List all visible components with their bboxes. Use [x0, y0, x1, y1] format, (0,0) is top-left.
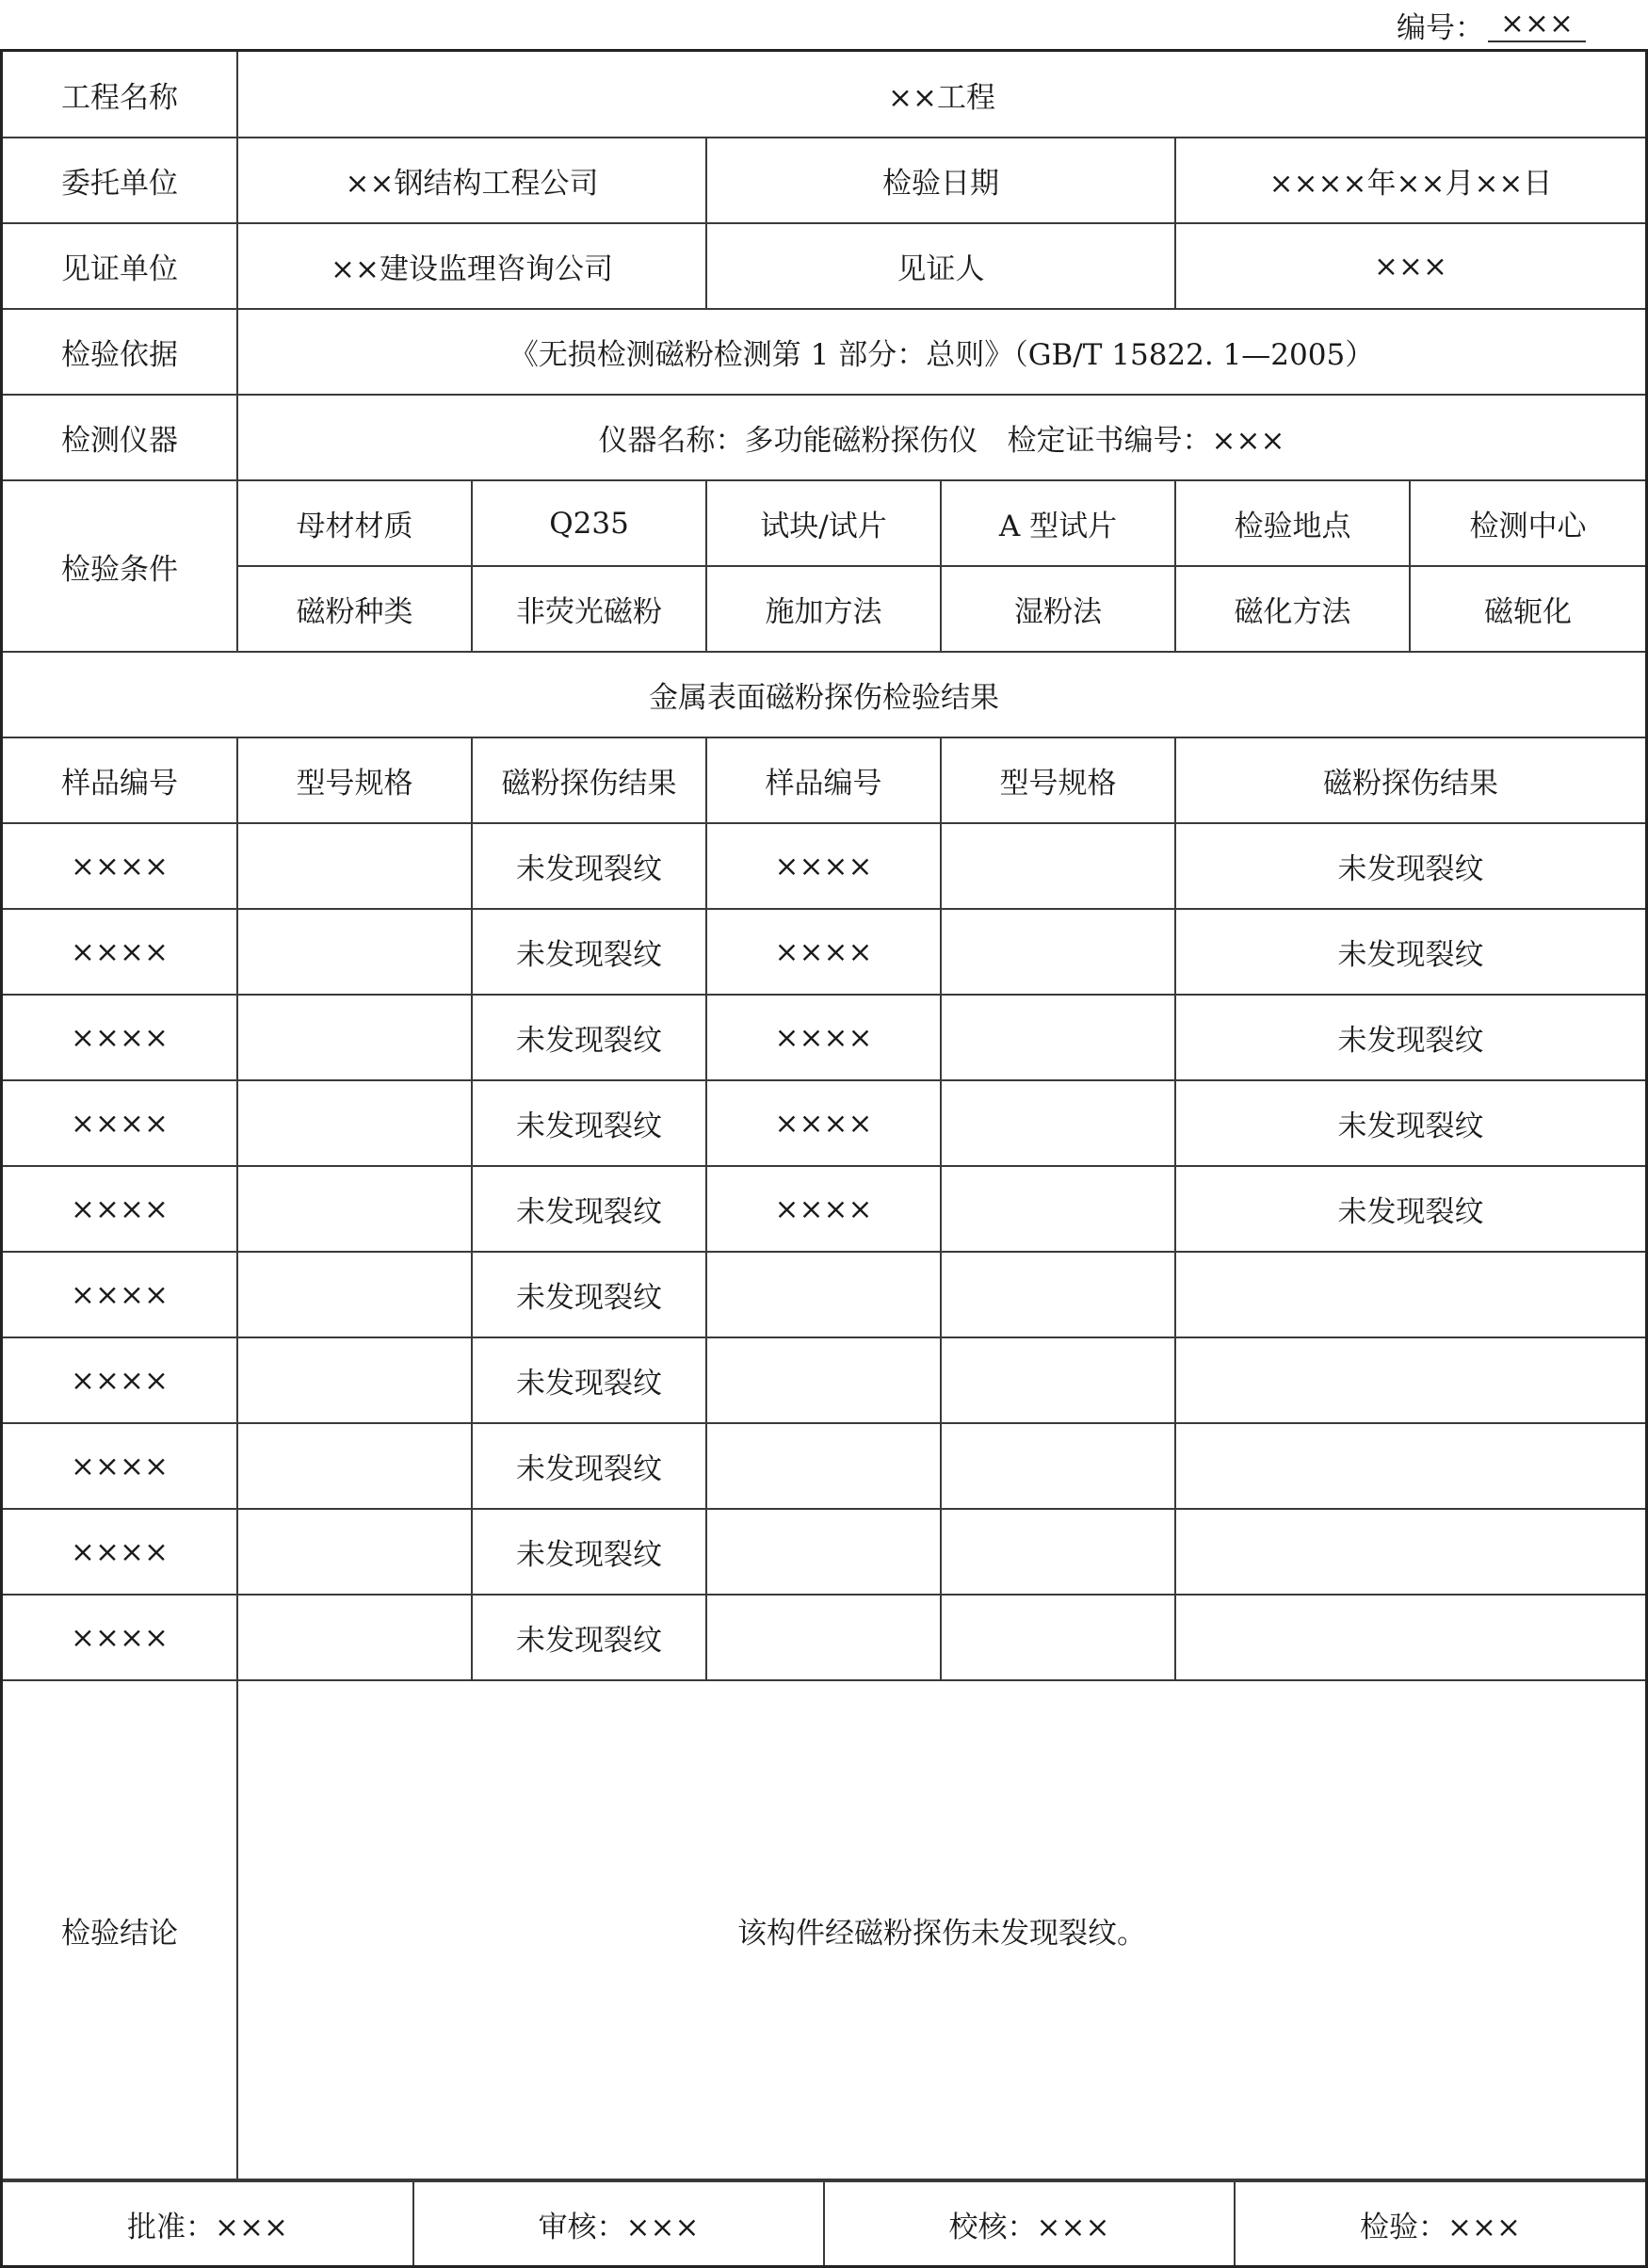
table-row	[3, 1080, 1645, 1166]
model-spec	[941, 995, 1175, 1080]
row-project	[3, 52, 1645, 138]
instrument-label: 检测仪器	[3, 395, 237, 480]
model-spec	[237, 1337, 472, 1423]
header-sample-no: 样品编号	[706, 737, 941, 823]
sample-no	[706, 1337, 941, 1423]
sample-no	[706, 1509, 941, 1595]
signature-check: 校核：×××	[824, 2181, 1235, 2265]
signature-review: 审核：×××	[413, 2181, 824, 2265]
conditions-label: 检验条件	[3, 480, 237, 652]
client-label: 委托单位	[3, 138, 237, 223]
model-spec	[941, 1080, 1175, 1166]
sample-no: ××××	[706, 995, 941, 1080]
model-spec	[237, 995, 472, 1080]
project-label: 工程名称	[3, 52, 237, 138]
inspection-report-form	[0, 49, 1648, 2268]
result: 未发现裂纹	[472, 995, 706, 1080]
witness-person-label: 见证人	[706, 223, 1175, 309]
sample-no: ××××	[3, 995, 237, 1080]
sample-no: ××××	[3, 1166, 237, 1252]
result: 未发现裂纹	[472, 1423, 706, 1509]
sample-no: ××××	[3, 1509, 237, 1595]
sample-no	[706, 1595, 941, 1680]
instrument-value: 仪器名称：多功能磁粉探伤仪 检定证书编号：×××	[237, 395, 1645, 480]
sample-no: ××××	[706, 1080, 941, 1166]
model-spec	[237, 1080, 472, 1166]
result: 未发现裂纹	[472, 1166, 706, 1252]
result: 未发现裂纹	[1175, 1166, 1645, 1252]
basis-value: 《无损检测磁粉检测第 1 部分：总则》（GB/T 15822. 1—2005）	[237, 309, 1645, 395]
condition-cell: 湿粉法	[941, 566, 1175, 652]
table-row	[3, 1509, 1645, 1595]
header-result: 磁粉探伤结果	[1175, 737, 1645, 823]
sample-no: ××××	[3, 1595, 237, 1680]
model-spec	[941, 1423, 1175, 1509]
result: 未发现裂纹	[472, 1595, 706, 1680]
sample-no: ××××	[3, 1337, 237, 1423]
result: 未发现裂纹	[472, 1509, 706, 1595]
client-value: ××钢结构工程公司	[237, 138, 706, 223]
header-model-spec: 型号规格	[941, 737, 1175, 823]
sample-no: ××××	[3, 909, 237, 995]
table-row	[3, 909, 1645, 995]
result: 未发现裂纹	[1175, 909, 1645, 995]
model-spec	[237, 823, 472, 909]
sample-no: ××××	[706, 909, 941, 995]
serial-value: ×××	[1488, 7, 1586, 42]
result	[1175, 1595, 1645, 1680]
witness-person-value: ×××	[1175, 223, 1645, 309]
table-row	[3, 1595, 1645, 1680]
witness-value: ××建设监理咨询公司	[237, 223, 706, 309]
table-row	[3, 995, 1645, 1080]
result: 未发现裂纹	[1175, 823, 1645, 909]
header-result: 磁粉探伤结果	[472, 737, 706, 823]
sample-no: ××××	[3, 1080, 237, 1166]
result: 未发现裂纹	[472, 1337, 706, 1423]
result	[1175, 1252, 1645, 1337]
row-conditions-2	[3, 566, 1645, 652]
header-model-spec: 型号规格	[237, 737, 472, 823]
serial-number	[1397, 0, 1586, 49]
row-client	[3, 138, 1645, 223]
row-results-title	[3, 652, 1645, 737]
sample-no: ××××	[706, 823, 941, 909]
results-header-row	[3, 737, 1645, 823]
sample-no: ××××	[706, 1166, 941, 1252]
table-row	[3, 1252, 1645, 1337]
model-spec	[941, 909, 1175, 995]
result: 未发现裂纹	[472, 1080, 706, 1166]
result	[1175, 1337, 1645, 1423]
header-sample-no: 样品编号	[3, 737, 237, 823]
conclusion-label: 检验结论	[3, 1680, 237, 2179]
report-table	[3, 52, 1645, 2180]
model-spec	[237, 909, 472, 995]
model-spec	[237, 1252, 472, 1337]
condition-cell: 磁化方法	[1175, 566, 1410, 652]
results-title: 金属表面磁粉探伤检验结果	[3, 652, 1645, 737]
sample-no	[706, 1252, 941, 1337]
row-basis	[3, 309, 1645, 395]
row-witness	[3, 223, 1645, 309]
model-spec	[237, 1595, 472, 1680]
signature-row	[3, 2180, 1645, 2265]
condition-cell: 检测中心	[1410, 480, 1645, 566]
result	[1175, 1509, 1645, 1595]
sample-no: ××××	[3, 1423, 237, 1509]
condition-cell: 检验地点	[1175, 480, 1410, 566]
condition-cell: Q235	[472, 480, 706, 566]
result: 未发现裂纹	[472, 823, 706, 909]
condition-cell: 母材材质	[237, 480, 472, 566]
signature-approve: 批准：×××	[3, 2181, 413, 2265]
date-value: ××××年××月××日	[1175, 138, 1645, 223]
date-label: 检验日期	[706, 138, 1175, 223]
table-row	[3, 1423, 1645, 1509]
model-spec	[941, 1509, 1175, 1595]
signature-inspect: 检验：×××	[1235, 2181, 1645, 2265]
table-row	[3, 823, 1645, 909]
model-spec	[941, 1595, 1175, 1680]
result: 未发现裂纹	[1175, 1080, 1645, 1166]
condition-cell: 非荧光磁粉	[472, 566, 706, 652]
condition-cell: A 型试片	[941, 480, 1175, 566]
model-spec	[941, 1166, 1175, 1252]
table-row	[3, 1337, 1645, 1423]
sample-no	[706, 1423, 941, 1509]
row-conclusion	[3, 1680, 1645, 2179]
model-spec	[941, 823, 1175, 909]
model-spec	[237, 1166, 472, 1252]
witness-label: 见证单位	[3, 223, 237, 309]
table-row	[3, 1166, 1645, 1252]
serial-label: 编号：	[1397, 10, 1484, 45]
result	[1175, 1423, 1645, 1509]
condition-cell: 试块/试片	[706, 480, 941, 566]
model-spec	[237, 1509, 472, 1595]
model-spec	[941, 1252, 1175, 1337]
condition-cell: 施加方法	[706, 566, 941, 652]
sample-no: ××××	[3, 823, 237, 909]
condition-cell: 磁轭化	[1410, 566, 1645, 652]
model-spec	[237, 1423, 472, 1509]
sample-no: ××××	[3, 1252, 237, 1337]
row-conditions-1	[3, 480, 1645, 566]
project-value: ××工程	[237, 52, 1645, 138]
conclusion-value: 该构件经磁粉探伤未发现裂纹。	[237, 1680, 1645, 2179]
result: 未发现裂纹	[1175, 995, 1645, 1080]
model-spec	[941, 1337, 1175, 1423]
row-instrument	[3, 395, 1645, 480]
condition-cell: 磁粉种类	[237, 566, 472, 652]
result: 未发现裂纹	[472, 909, 706, 995]
basis-label: 检验依据	[3, 309, 237, 395]
result: 未发现裂纹	[472, 1252, 706, 1337]
